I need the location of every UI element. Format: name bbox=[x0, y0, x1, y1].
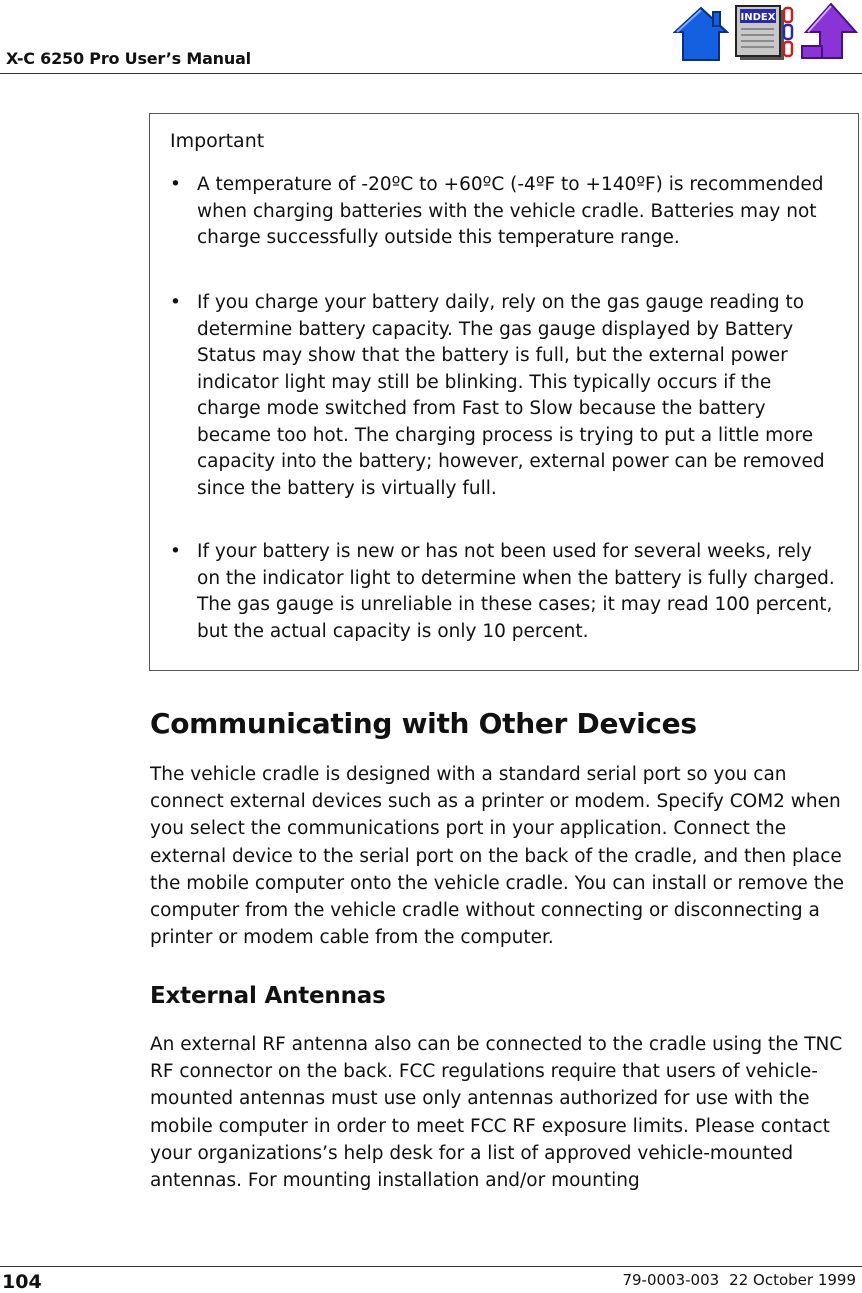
section-heading-antennas: External Antennas bbox=[150, 983, 386, 1009]
section-body-communicating: The vehicle cradle is designed with a standard serial port so you can connect external devices such as a printer or modem. Specify COM2 when you select the communications port in your application. Connect the external device to the serial port on the back of the cradle, and then place the mobile computer onto the vehicle cradle. You can install or remove the computer from the vehicle cradle without connecting or disconnecting a printer or modem cable from the computer. bbox=[150, 764, 845, 949]
bullet-text: If you charge your battery daily, rely on the gas gauge reading to determine battery capacity. The gas gauge displayed by Battery Status may show that the battery is full, but the external power indicator light may still be blinking. This typically occurs if the charge mode switched from Fast to Slow because the battery became too hot. The charging process is trying to put a little more capacity into the battery; however, external power can be removed since the battery is virtually full. bbox=[197, 292, 825, 499]
document-reference bbox=[622, 1271, 856, 1289]
doc-date: 22 October 1999 bbox=[729, 1271, 856, 1289]
footer-divider bbox=[0, 1266, 862, 1267]
list-item bbox=[170, 290, 830, 502]
header-divider bbox=[0, 73, 862, 74]
bullet-glyph: • bbox=[170, 292, 181, 313]
index-label: INDEX bbox=[740, 12, 776, 23]
important-title: Important bbox=[170, 130, 265, 152]
important-note-box bbox=[149, 113, 859, 671]
index-icon[interactable] bbox=[734, 4, 796, 62]
list-item bbox=[170, 172, 830, 252]
page-header bbox=[0, 0, 862, 75]
bullet-glyph: • bbox=[170, 541, 181, 562]
manual-title: X-C 6250 Pro User’s Manual bbox=[6, 49, 251, 68]
page-number: 104 bbox=[2, 1271, 42, 1293]
section-heading-communicating: Communicating with Other Devices bbox=[150, 707, 697, 740]
section-body-antennas: An external RF antenna also can be connected to the cradle using the TNC RF connector on the back. FCC regulations require that users of vehicle-mounted antennas must use only antennas authorized for use with the mobile computer in order to meet FCC RF exposure limits. Please contact your organizations’s help desk for a list of approved vehicle-mounted antennas. For mounting installation and/or mounting bbox=[150, 1034, 843, 1192]
home-icon[interactable] bbox=[673, 6, 729, 62]
doc-number: 79-0003-003 bbox=[622, 1271, 720, 1289]
bullet-text: A temperature of -20ºC to +60ºC (-4ºF to +140ºF) is recommended when charging batteries with the vehicle cradle. Batteries may not charge successfully outside this temperature range. bbox=[197, 174, 824, 248]
list-item bbox=[170, 539, 835, 645]
up-arrow-icon[interactable] bbox=[800, 2, 862, 62]
bullet-glyph: • bbox=[170, 174, 181, 195]
bullet-text: If your battery is new or has not been used for several weeks, rely on the indicator light to determine when the battery is fully charged. The gas gauge is unreliable in these cases; it may read 100 percent, but the actual capacity is only 10 percent. bbox=[197, 541, 835, 642]
